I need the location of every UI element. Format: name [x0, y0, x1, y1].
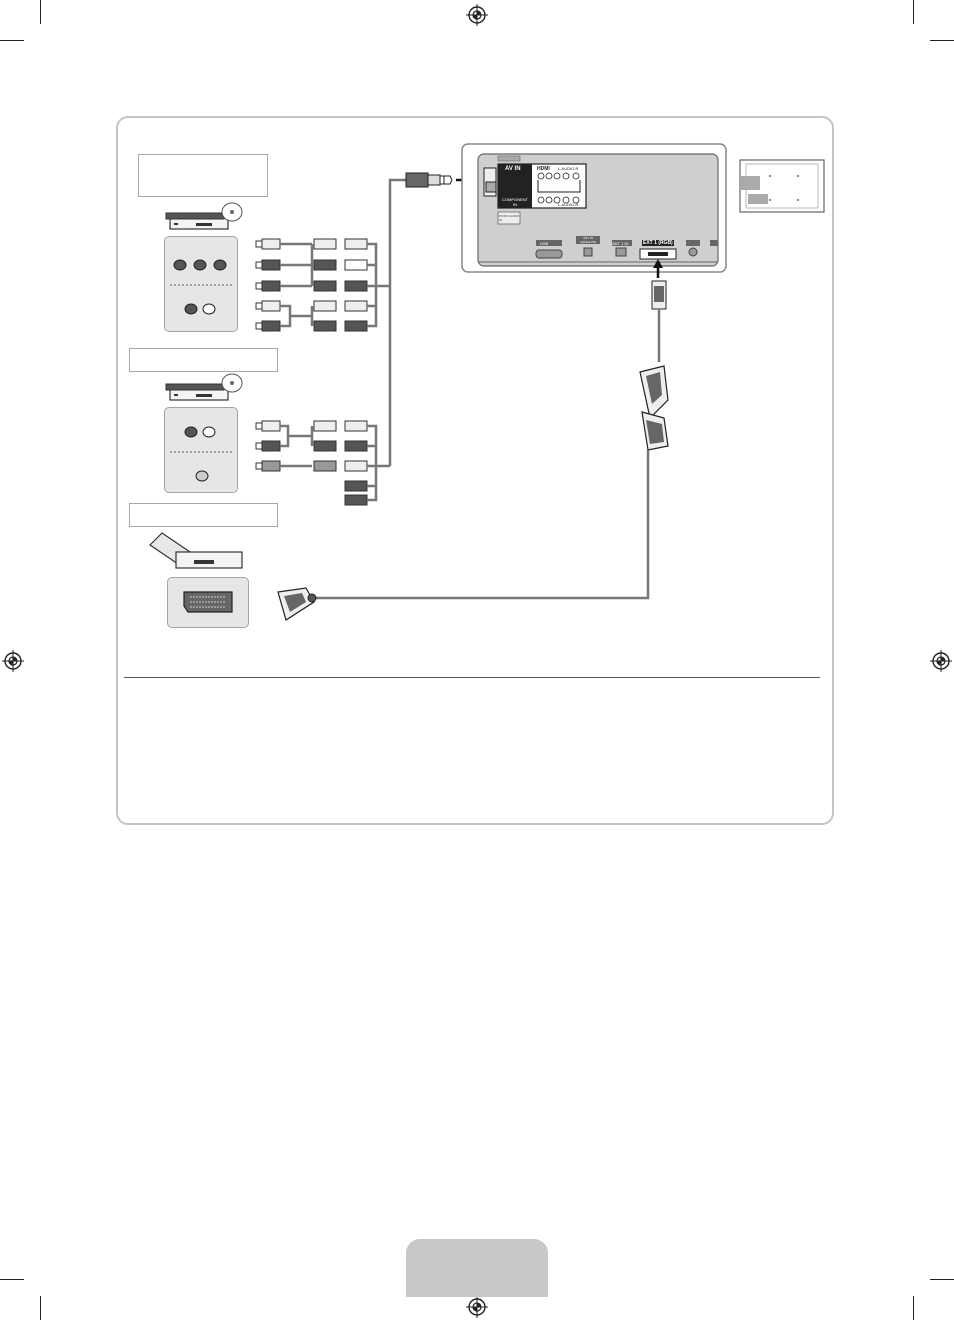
hdmi-label: HDMI [537, 166, 550, 172]
section-divider [124, 677, 820, 678]
tv-outline-icon [740, 160, 824, 212]
scart-connector-icon [184, 592, 232, 612]
dvd-player-icon [166, 384, 228, 400]
crop-mark [40, 1296, 41, 1320]
av-audio-in-label: PC/DVI AUDIO IN [499, 214, 520, 222]
audio-label-bottom: L-AUDIO-R [558, 202, 579, 207]
scart-connector-icon [278, 588, 316, 620]
rca-plug-icon [256, 421, 280, 471]
vcr-icon [150, 533, 242, 568]
crop-mark [0, 1279, 24, 1280]
scart-connector-icon [640, 281, 668, 450]
crop-mark [913, 1296, 914, 1320]
ant-in-label: ANT 1 IN [612, 241, 629, 246]
mini-jack-icon [406, 173, 452, 187]
rca-jack-icon [170, 427, 232, 481]
crop-mark [930, 1279, 954, 1280]
dvd-player-icon [166, 213, 228, 229]
av-in-label: AV IN [505, 166, 521, 172]
ant-in-satellite-label: ANT IN SATELLITE [580, 236, 596, 244]
rca-plug-icon [314, 239, 367, 331]
registration-mark-icon [466, 1296, 488, 1318]
audio-label-top: L-AUDIO-R [558, 166, 579, 171]
disc-icon [222, 374, 242, 392]
component-in-label: COMPONENT IN [502, 197, 528, 207]
ext-rgb-label: EXT 1 (RGB) [643, 240, 673, 246]
rca-jack-icon [170, 260, 232, 314]
usb-label: USB [540, 241, 549, 246]
rca-plug-icon [256, 239, 280, 331]
disc-icon [222, 203, 242, 221]
page-number-tab [406, 1239, 548, 1297]
rca-plug-icon [314, 421, 367, 505]
